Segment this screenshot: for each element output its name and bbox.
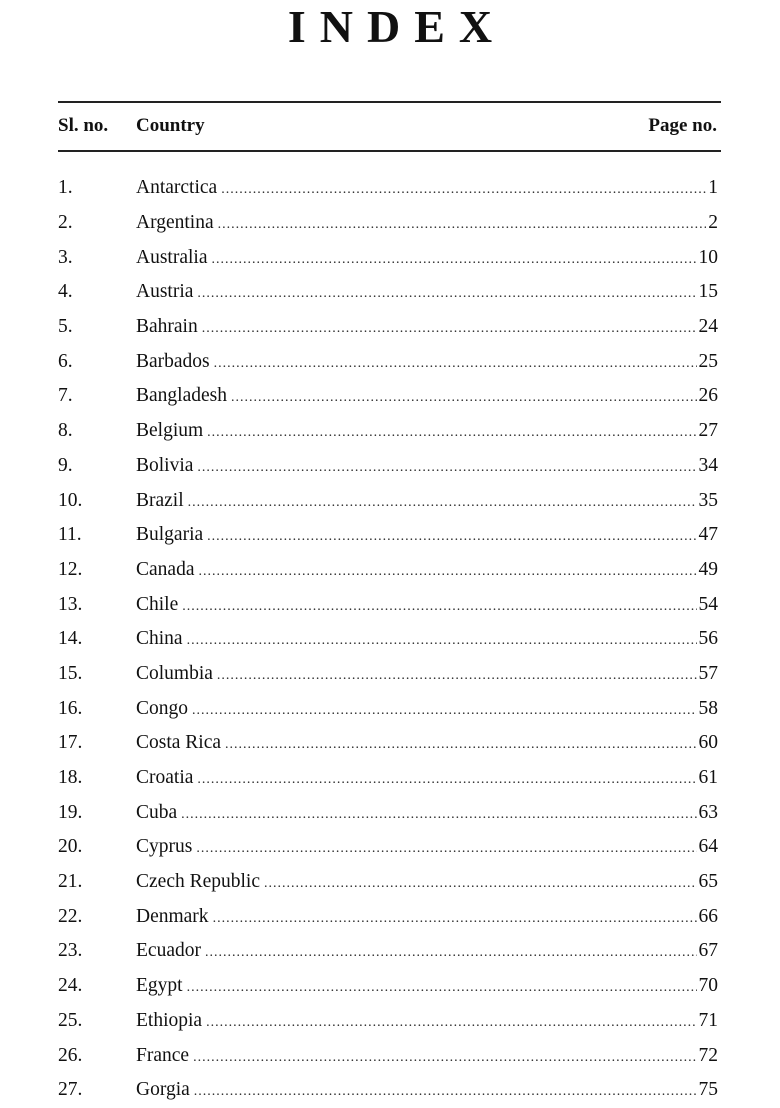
row-sl-no: 3. [58, 246, 73, 268]
row-page-no: 49 [698, 558, 718, 580]
row-page-no: 25 [698, 350, 718, 372]
index-row [58, 344, 718, 379]
row-entry [136, 212, 718, 234]
row-country: Bahrain [136, 316, 198, 338]
row-country: China [136, 628, 183, 650]
dot-leader [205, 945, 697, 961]
row-country: Costa Rica [136, 732, 222, 754]
row-page-no: 64 [698, 836, 718, 858]
row-page-no: 47 [698, 524, 718, 546]
index-row [58, 483, 718, 518]
row-entry [136, 490, 718, 512]
row-entry [136, 559, 718, 581]
row-entry [136, 940, 718, 962]
dot-leader [188, 495, 697, 511]
row-sl-no: 22. [58, 905, 83, 927]
row-sl-no: 25. [58, 1009, 83, 1031]
index-row [58, 899, 718, 934]
dot-leader [211, 252, 696, 268]
row-entry [136, 594, 718, 616]
index-row [58, 726, 718, 761]
row-sl-no: 27. [58, 1079, 83, 1101]
row-entry [136, 767, 718, 789]
row-sl-no: 11. [58, 524, 82, 546]
row-page-no: 57 [698, 662, 718, 684]
row-country: Cyprus [136, 836, 193, 858]
page-title: INDEX [287, 1, 507, 52]
row-page-no: 71 [698, 1009, 718, 1031]
index-row [58, 414, 718, 449]
row-page-no: 26 [698, 385, 718, 407]
row-page-no: 58 [698, 697, 718, 719]
row-entry [136, 316, 718, 338]
row-sl-no: 10. [58, 489, 83, 511]
row-country: Croatia [136, 767, 194, 789]
dot-leader [194, 1084, 697, 1100]
row-page-no: 61 [698, 767, 718, 789]
index-row [58, 171, 718, 206]
index-row [58, 865, 718, 900]
row-sl-no: 1. [58, 177, 73, 199]
row-page-no: 27 [698, 420, 718, 442]
index-row [58, 830, 718, 865]
row-page-no: 1 [708, 177, 718, 199]
row-sl-no: 16. [58, 697, 83, 719]
index-list [58, 171, 718, 1108]
index-row [58, 969, 718, 1004]
row-entry [136, 281, 718, 303]
row-entry [136, 1045, 718, 1067]
header-bottom-rule [58, 150, 721, 152]
row-entry [136, 906, 718, 928]
dot-leader [218, 217, 707, 233]
row-entry [136, 628, 718, 650]
row-country: Bangladesh [136, 385, 227, 407]
row-country: Egypt [136, 975, 183, 997]
row-entry [136, 975, 718, 997]
row-entry [136, 351, 718, 373]
row-sl-no: 13. [58, 593, 83, 615]
row-page-no: 66 [698, 905, 718, 927]
row-sl-no: 24. [58, 975, 83, 997]
row-entry [136, 385, 718, 407]
row-entry [136, 698, 718, 720]
dot-leader [231, 390, 697, 406]
row-country: Bolivia [136, 454, 194, 476]
index-row [58, 553, 718, 588]
row-sl-no: 9. [58, 454, 73, 476]
index-row [58, 379, 718, 414]
row-page-no: 35 [698, 489, 718, 511]
dot-leader [193, 1050, 696, 1066]
row-country: Belgium [136, 420, 204, 442]
row-country: Argentina [136, 212, 214, 234]
index-row [58, 934, 718, 969]
dot-leader [187, 980, 697, 996]
row-sl-no: 17. [58, 732, 83, 754]
row-sl-no: 5. [58, 316, 73, 338]
dot-leader [197, 286, 696, 302]
row-entry [136, 524, 718, 546]
dot-leader [217, 668, 697, 684]
index-row [58, 240, 718, 275]
header-sl-no: Sl. no. [58, 115, 109, 136]
dot-leader [221, 182, 706, 198]
row-country: Bulgaria [136, 524, 204, 546]
row-sl-no: 18. [58, 767, 83, 789]
row-country: Australia [136, 246, 208, 268]
dot-leader [192, 703, 696, 719]
index-row [58, 657, 718, 692]
dot-leader [196, 841, 696, 857]
dot-leader [182, 599, 696, 615]
row-sl-no: 6. [58, 350, 73, 372]
row-country: Ecuador [136, 940, 201, 962]
row-page-no: 15 [698, 281, 718, 303]
dot-leader [214, 356, 697, 372]
row-page-no: 63 [698, 801, 718, 823]
row-page-no: 2 [708, 212, 718, 234]
row-country: France [136, 1044, 190, 1066]
index-row [58, 691, 718, 726]
row-entry [136, 1079, 718, 1101]
row-country: Antarctica [136, 177, 218, 199]
index-row [58, 275, 718, 310]
header-country: Country [136, 115, 205, 136]
row-page-no: 75 [698, 1079, 718, 1101]
dot-leader [264, 876, 697, 892]
row-entry [136, 732, 718, 754]
row-sl-no: 8. [58, 420, 73, 442]
row-entry [136, 663, 718, 685]
dot-leader [202, 321, 697, 337]
row-sl-no: 4. [58, 281, 73, 303]
row-sl-no: 26. [58, 1044, 83, 1066]
row-country: Austria [136, 281, 194, 303]
row-country: Columbia [136, 662, 213, 684]
index-row [58, 761, 718, 796]
table-header [58, 112, 721, 140]
row-sl-no: 19. [58, 801, 83, 823]
index-row [58, 1004, 718, 1039]
row-country: Ethiopia [136, 1009, 203, 1031]
row-page-no: 70 [698, 975, 718, 997]
index-row [58, 310, 718, 345]
dot-leader [187, 633, 697, 649]
row-entry [136, 871, 718, 893]
row-country: Barbados [136, 350, 210, 372]
row-page-no: 72 [698, 1044, 718, 1066]
dot-leader [207, 425, 696, 441]
row-country: Denmark [136, 905, 209, 927]
row-page-no: 10 [698, 246, 718, 268]
dot-leader [198, 564, 696, 580]
index-row [58, 587, 718, 622]
index-row [58, 795, 718, 830]
row-entry [136, 836, 718, 858]
row-sl-no: 21. [58, 871, 83, 893]
row-entry [136, 177, 718, 199]
header-page-no: Page no. [648, 115, 717, 136]
row-country: Congo [136, 697, 189, 719]
row-page-no: 24 [698, 316, 718, 338]
dot-leader [197, 772, 696, 788]
row-country: Canada [136, 558, 195, 580]
row-sl-no: 23. [58, 940, 83, 962]
row-page-no: 56 [698, 628, 718, 650]
row-country: Czech Republic [136, 871, 260, 893]
index-row [58, 449, 718, 484]
row-sl-no: 2. [58, 212, 73, 234]
index-row [58, 1073, 718, 1108]
row-sl-no: 12. [58, 558, 83, 580]
row-entry [136, 802, 718, 824]
dot-leader [213, 911, 697, 927]
row-entry [136, 247, 718, 269]
row-sl-no: 15. [58, 662, 83, 684]
row-country: Gorgia [136, 1079, 190, 1101]
row-sl-no: 14. [58, 628, 83, 650]
index-row [58, 206, 718, 241]
dot-leader [181, 807, 696, 823]
index-row [58, 1038, 718, 1073]
row-country: Chile [136, 593, 179, 615]
row-entry [136, 455, 718, 477]
row-sl-no: 20. [58, 836, 83, 858]
row-page-no: 34 [698, 454, 718, 476]
dot-leader [206, 1015, 696, 1031]
header-top-rule [58, 101, 721, 103]
row-page-no: 65 [698, 871, 718, 893]
row-entry [136, 1010, 718, 1032]
row-page-no: 54 [698, 593, 718, 615]
dot-leader [225, 737, 696, 753]
row-country: Brazil [136, 489, 184, 511]
row-entry [136, 420, 718, 442]
index-row [58, 518, 718, 553]
row-page-no: 60 [698, 732, 718, 754]
row-sl-no: 7. [58, 385, 73, 407]
dot-leader [197, 460, 696, 476]
row-country: Cuba [136, 801, 178, 823]
dot-leader [207, 529, 696, 545]
index-row [58, 622, 718, 657]
row-page-no: 67 [698, 940, 718, 962]
